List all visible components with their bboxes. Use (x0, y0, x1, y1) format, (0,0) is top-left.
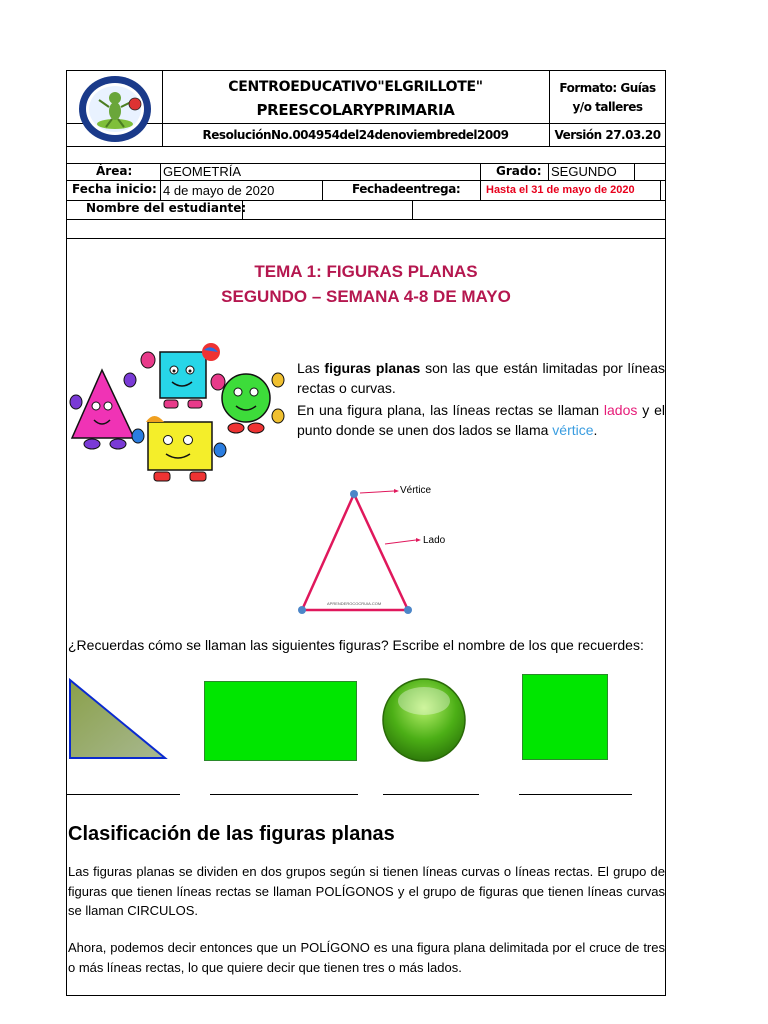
lados-term: lados (603, 402, 638, 418)
area-value: GEOMETRÍA (163, 164, 242, 179)
resolution-text: ResoluciónNo.004954del24denoviembredel2009 (202, 128, 509, 142)
area-label: Área: (96, 164, 133, 178)
area-col-divider (160, 163, 161, 200)
classification-heading: Clasificación de las figuras planas (68, 823, 395, 845)
grade-label: Grado: (496, 164, 542, 178)
version-text: Versión 27.03.20 (554, 128, 661, 142)
student-name-field[interactable] (244, 201, 410, 217)
format-label-2: y/o talleres (572, 100, 643, 114)
header-divider (66, 123, 666, 124)
due-date-label: Fechadeentrega: (352, 182, 461, 196)
grade-value-divider (548, 163, 549, 180)
square-shape (522, 674, 608, 760)
due-end-divider (660, 180, 661, 200)
answer-blank-4[interactable] (519, 794, 632, 795)
cartoon-shapes-illustration (68, 340, 290, 488)
school-levels: PREESCOLARYPRIMARIA (256, 101, 455, 119)
format-label: Formato: Guías (559, 81, 656, 95)
due-col-divider (322, 180, 323, 200)
grade-value: SEGUNDO (551, 164, 617, 179)
vertice-term: vértice (552, 422, 594, 438)
info-row-divider-3 (66, 219, 666, 220)
grade-end-divider (634, 163, 635, 180)
intro-paragraph-2: En una figura plana, las líneas rectas se llaman lados y el punto donde se unen dos lados se llama vértice. (297, 402, 665, 438)
start-date-label: Fecha inicio: (72, 182, 157, 196)
rectangle-shape (204, 681, 357, 761)
lesson-title: TEMA 1: FIGURAS PLANAS (254, 262, 478, 281)
intro-paragraph-1: Las figuras planas son las que están limitadas por líneas rectas o curvas. (297, 360, 665, 396)
start-date-value: 4 de mayo de 2020 (163, 183, 275, 198)
school-logo (77, 74, 153, 144)
answer-blank-3[interactable] (383, 794, 479, 795)
right-triangle-shape (68, 678, 168, 760)
circle-shape (381, 677, 467, 763)
student-name-label: Nombre del estudiante: (86, 201, 247, 215)
header-bottom-border (66, 146, 666, 147)
school-name: CENTROEDUCATIVO"ELGRILLOTE" (228, 79, 483, 95)
grade-col-divider (480, 163, 481, 200)
lesson-subtitle: SEGUNDO – SEMANA 4-8 DE MAYO (221, 287, 511, 306)
answer-blank-1[interactable] (67, 794, 180, 795)
triangle-diagram (290, 480, 470, 620)
student-end-divider (412, 200, 413, 219)
answer-blank-2[interactable] (210, 794, 358, 795)
info-bottom-border (66, 238, 666, 239)
shapes-question: ¿Recuerdas cómo se llaman las siguientes figuras? Escribe el nombre de los que recuerdes: (68, 637, 644, 653)
classification-paragraph: Las figuras planas se dividen en dos grupos según si tienen líneas curvas o líneas rectas. El grupo de figuras que tienen líneas rectas se llaman POLÍGONOS y el grupo de figuras que tienen líneas curvas se llaman CIRCULOS. (68, 864, 665, 918)
due-date-value: Hasta el 31 de mayo de 2020 (486, 184, 635, 196)
info-row-divider-1 (66, 180, 666, 181)
vertex-callout: Vértice (400, 485, 432, 496)
polygon-definition-paragraph: Ahora, podemos decir entonces que un POLÍGONO es una figura plana delimitada por el cruce de tres o más líneas rectas, lo que quiere decir que tienen tres o más lados. (68, 940, 665, 975)
side-callout: Lado (423, 535, 446, 546)
diagram-watermark: APRENDEROCOCRUIA.COM (327, 601, 382, 606)
